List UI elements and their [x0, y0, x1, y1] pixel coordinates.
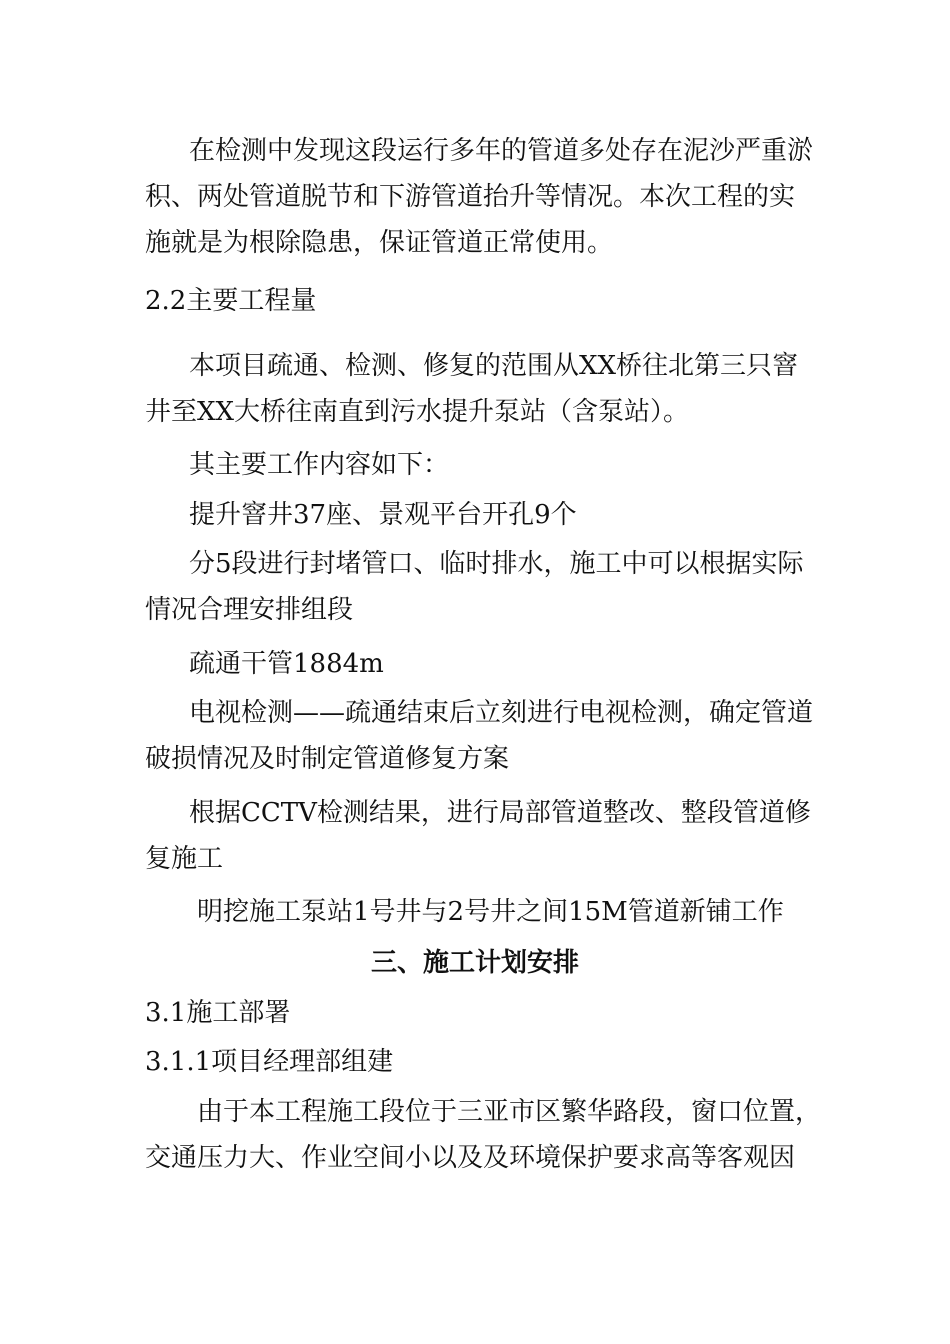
text-line: 本项目疏通、检测、修复的范围从XX桥往北第三只窨	[189, 351, 799, 381]
paragraph-work-content-intro: 其主要工作内容如下：	[189, 450, 450, 480]
text-line: 分5段进行封堵管口、临时排水，施工中可以根据实际	[189, 549, 804, 579]
paragraph-cctv-repair	[145, 790, 815, 882]
text-line: 积、两处管道脱节和下游管道抬升等情况。本次工程的实	[145, 182, 796, 212]
text-line: 根据CCTV检测结果，进行局部管道整改、整段管道修	[189, 798, 811, 828]
paragraph-project-scope	[145, 343, 815, 435]
text-line: 电视检测——疏通结束后立刻进行电视检测，确定管道	[189, 698, 814, 728]
text-line: 复施工	[145, 844, 224, 874]
paragraph-tv-inspection	[145, 690, 815, 782]
text-line: 在检测中发现这段运行多年的管道多处存在泥沙严重淤	[189, 136, 814, 166]
text-line: 井至XX大桥往南直到污水提升泵站（含泵站）。	[145, 397, 690, 427]
paragraph-manhole-raising: 提升窨井37座、景观平台开孔9个	[189, 500, 577, 530]
text-line: 交通压力大、作业空间小以及及环境保护要求高等客观因	[145, 1143, 796, 1173]
section-heading-3-1-1: 3.1.1项目经理部组建	[145, 1047, 394, 1077]
paragraph-site-constraints	[145, 1089, 822, 1181]
paragraph-segment-plugging	[145, 541, 815, 633]
chapter-heading-construction-plan: 三、施工计划安排	[370, 948, 579, 978]
text-line: 破损情况及时制定管道修复方案	[145, 744, 510, 774]
text-line: 施就是为根除隐患，保证管道正常使用。	[145, 228, 614, 258]
paragraph-open-cut-pipe: 明挖施工泵站1号井与2号井之间15M管道新铺工作	[197, 897, 784, 927]
paragraph-inspection-findings	[145, 128, 815, 266]
text-line: 情况合理安排组段	[145, 595, 354, 625]
section-heading-2-2: 2.2主要工程量	[145, 286, 317, 316]
text-line: 由于本工程施工段位于三亚市区繁华路段，窗口位置，	[197, 1097, 822, 1127]
paragraph-main-pipe-dredging: 疏通干管1884m	[189, 649, 384, 679]
section-heading-3-1: 3.1施工部署	[145, 998, 291, 1028]
